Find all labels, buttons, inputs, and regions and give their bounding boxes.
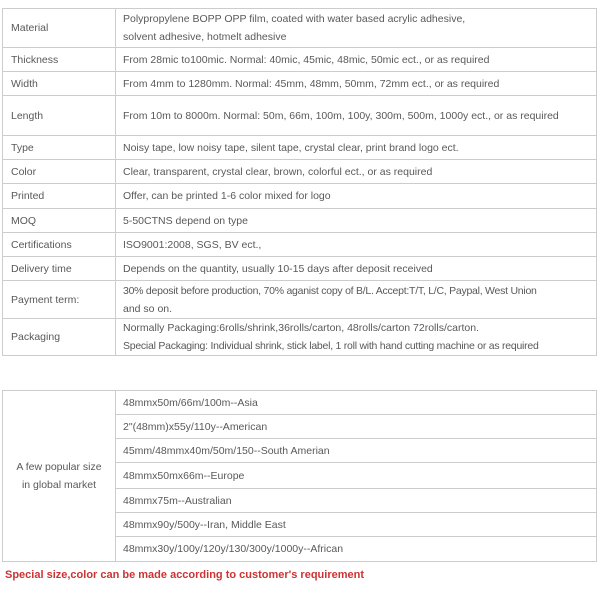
spec-value <box>116 257 596 280</box>
spec-value-line: 30% deposit before production, 70% aganist copy of B/L. Accept:T/T, L/C, Paypal, West Union <box>123 284 537 297</box>
spec-value <box>116 233 596 256</box>
spec-value <box>116 319 596 355</box>
spec-value <box>116 281 596 318</box>
spec-label: Length <box>3 96 116 135</box>
special-size-note: Special size,color can be made according to customer's requirement <box>5 569 365 581</box>
spec-value-line: ISO9001:2008, SGS, BV ect., <box>123 238 262 251</box>
spec-value-line: Depends on the quantity, usually 10-15 days after deposit received <box>123 262 433 275</box>
size-row-asia: 48mmx50m/66m/100m--Asia <box>116 391 596 415</box>
spec-row-certifications <box>3 233 596 257</box>
size-table-label-line: in global market <box>21 479 97 491</box>
size-table-label <box>3 391 116 561</box>
spec-value <box>116 209 596 232</box>
spec-label: Thickness <box>3 48 116 71</box>
spec-row-packaging <box>3 319 596 356</box>
spec-value-line: and so on. <box>123 302 173 315</box>
spec-value <box>116 48 596 71</box>
spec-value-line: Polypropylene BOPP OPP film, coated with water based acrylic adhesive, <box>123 13 466 25</box>
spec-value-line: 5-50CTNS depend on type <box>123 214 248 227</box>
spec-value-line: From 10m to 8000m. Normal: 50m, 66m, 100m, 100y, 300m, 500m, 1000y ect., or as required <box>123 109 559 122</box>
spec-value-line: Special Packaging: Individual shrink, stick label, 1 roll with hand cutting machine or as required <box>123 340 539 352</box>
size-table-label-line: A few popular size <box>16 461 102 473</box>
size-row-south-american: 45mm/48mmx40m/50m/150--South Amerian <box>116 439 596 463</box>
spec-row-payment-term <box>3 281 596 319</box>
size-table-rows <box>116 391 596 561</box>
spec-label: Packaging <box>3 319 116 355</box>
spec-label: Type <box>3 136 116 159</box>
spec-value-line: Noisy tape, low noisy tape, silent tape, crystal clear, print brand logo ect. <box>123 141 459 154</box>
spec-value-line: Offer, can be printed 1-6 color mixed for logo <box>123 190 331 202</box>
spec-label: Delivery time <box>3 257 116 280</box>
spec-label: Color <box>3 160 116 183</box>
size-row-europe: 48mmx50mx66m--Europe <box>116 463 596 489</box>
spec-row-type <box>3 136 596 160</box>
spec-label: Printed <box>3 184 116 208</box>
spec-value-line: Clear, transparent, crystal clear, brown, colorful ect., or as required <box>123 165 433 178</box>
spec-label: Material <box>3 9 116 47</box>
spec-value <box>116 96 596 135</box>
size-row-australian: 48mmx75m--Australian <box>116 489 596 513</box>
spec-value-line: solvent adhesive, hotmelt adhesive <box>123 31 287 43</box>
spec-value <box>116 72 596 95</box>
spec-row-length <box>3 96 596 136</box>
spec-value-line: From 28mic to100mic. Normal: 40mic, 45mic, 48mic, 50mic ect., or as required <box>123 53 490 66</box>
spec-label: Width <box>3 72 116 95</box>
popular-size-table <box>2 390 597 562</box>
spec-row-width <box>3 72 596 96</box>
spec-value <box>116 160 596 183</box>
spec-row-moq <box>3 209 596 233</box>
spec-row-thickness <box>3 48 596 72</box>
spec-label: Certifications <box>3 233 116 256</box>
spec-value <box>116 136 596 159</box>
spec-table <box>2 8 597 356</box>
spec-row-material <box>3 9 596 48</box>
spec-row-delivery-time <box>3 257 596 281</box>
spec-row-printed <box>3 184 596 209</box>
spec-value <box>116 184 596 208</box>
spec-value <box>116 9 596 47</box>
spec-value-line: From 4mm to 1280mm. Normal: 45mm, 48mm, 50mm, 72mm ect., or as required <box>123 77 500 90</box>
spec-row-color <box>3 160 596 184</box>
spec-label: MOQ <box>3 209 116 232</box>
size-row-iran-middle-east: 48mmx90y/500y--Iran, Middle East <box>116 513 596 537</box>
spec-value-line: Normally Packaging:6rolls/shrink,36rolls/carton, 48rolls/carton 72rolls/carton. <box>123 322 479 334</box>
size-row-african: 48mmx30y/100y/120y/130/300y/1000y--African <box>123 543 344 555</box>
spec-label: Payment term: <box>3 281 116 318</box>
size-row-american: 2"(48mm)x55y/110y--American <box>116 415 596 439</box>
